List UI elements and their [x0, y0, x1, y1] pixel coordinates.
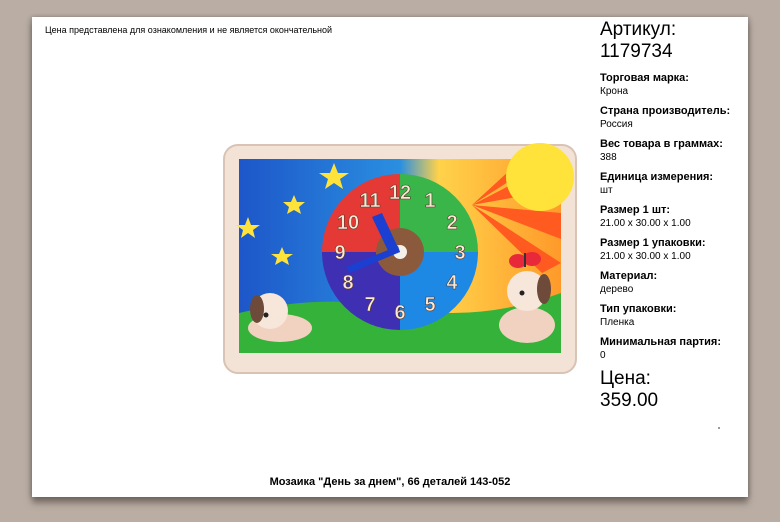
- spec-brand: [600, 71, 745, 99]
- spec-label: Материал:: [600, 270, 658, 282]
- spec-value: 21.00 x 30.00 x 1.00: [600, 218, 691, 229]
- spec-label: Вес товара в граммах:: [600, 138, 723, 150]
- decorative-dot: [718, 427, 720, 429]
- product-caption: Мозаика "День за днем", 66 деталей 143-052: [269, 476, 511, 488]
- spec-label: Торговая марка:: [600, 72, 689, 84]
- article-number: 1179734: [600, 41, 673, 62]
- spec-value: 21.00 x 30.00 x 1.00: [600, 251, 691, 262]
- spec-value: 388: [600, 152, 617, 163]
- clock-number: 7: [364, 294, 376, 316]
- spec-package-size: [600, 236, 745, 264]
- spec-value: шт: [600, 185, 613, 196]
- price-label: Цена:: [600, 368, 651, 389]
- product-specs: [600, 19, 745, 412]
- price-block: [600, 368, 745, 412]
- spec-label: Размер 1 упаковки:: [600, 237, 706, 249]
- spec-unit: [600, 170, 745, 198]
- spec-weight: [600, 137, 745, 165]
- clock-number: 1: [424, 190, 436, 212]
- spec-value: 0: [600, 350, 606, 361]
- spec-label: Тип упаковки:: [600, 303, 677, 315]
- spec-label: Страна производитель:: [600, 105, 731, 117]
- spec-item-size: [600, 203, 745, 231]
- article-label: Артикул:: [600, 19, 677, 40]
- spec-label: Минимальная партия:: [600, 336, 721, 348]
- clock-number: 6: [394, 302, 406, 324]
- clock-number: 5: [424, 294, 436, 316]
- spec-value: Крона: [600, 86, 629, 97]
- product-image: [222, 143, 578, 375]
- spec-country: [600, 104, 745, 132]
- clock-number: 10: [336, 212, 360, 234]
- spec-value: Пленка: [600, 317, 635, 328]
- clock-number: 2: [446, 212, 458, 234]
- clock-number: 12: [388, 182, 412, 204]
- clock-number: 8: [342, 272, 354, 294]
- clock-number: 4: [446, 272, 458, 294]
- article-block: [600, 19, 745, 63]
- spec-package-type: [600, 302, 745, 330]
- price-value: 359.00: [600, 390, 659, 411]
- spec-material: [600, 269, 745, 297]
- spec-label: Единица измерения:: [600, 171, 714, 183]
- spec-value: Россия: [600, 119, 633, 130]
- clock-number: 3: [454, 242, 466, 264]
- clock-number: 9: [334, 242, 346, 264]
- spec-value: дерево: [600, 284, 634, 295]
- clock-number: 11: [359, 190, 381, 212]
- price-disclaimer: Цена представлена для ознакомления и не является окончательной: [45, 25, 333, 35]
- sun: [506, 143, 574, 211]
- catalog-sheet: [32, 17, 748, 497]
- spec-min-batch: [600, 335, 745, 363]
- spec-label: Размер 1 шт:: [600, 204, 671, 216]
- clock-puzzle-illustration: [222, 143, 578, 375]
